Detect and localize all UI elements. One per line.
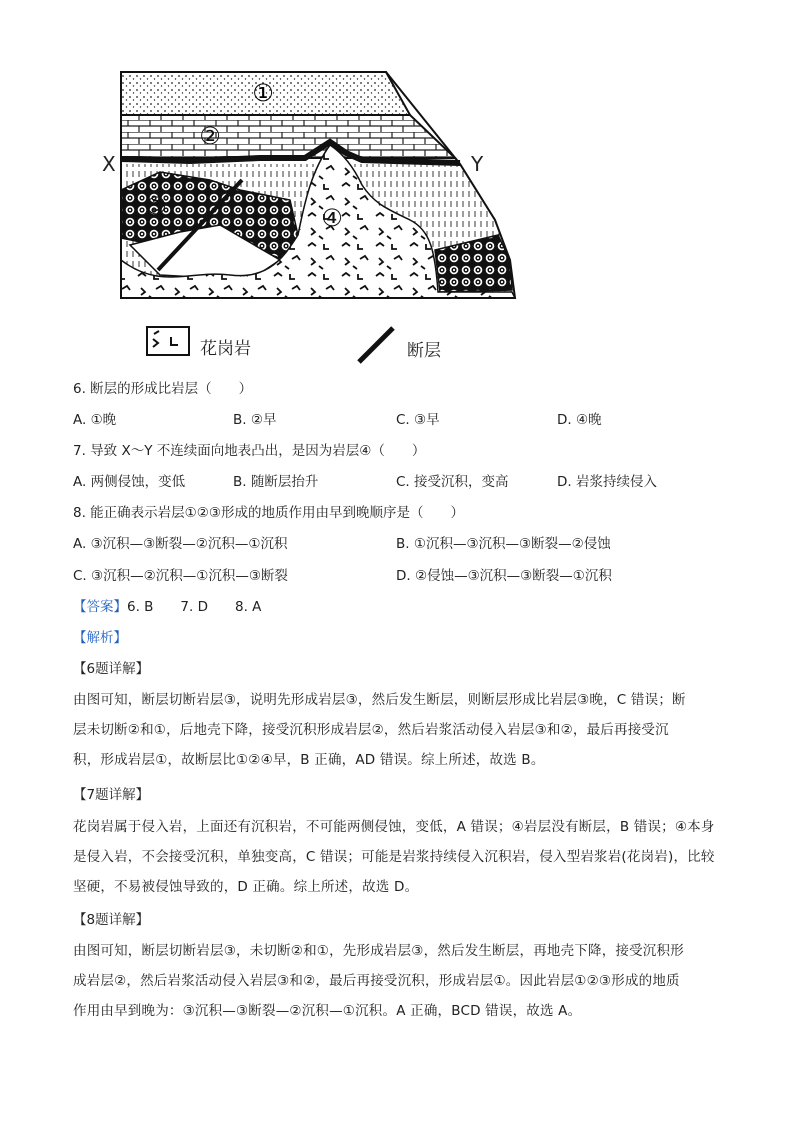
detail-7-tag: 【7题详解】 — [73, 787, 150, 803]
layer-2-limestone — [121, 115, 455, 158]
detail-8-body — [73, 936, 723, 1026]
detail-6-line-2: 层未切断②和①，后地壳下降，接受沉积形成岩层②，然后岩浆活动侵入岩层③和②，最后再接受沉 — [73, 722, 669, 738]
layer-4-label: ④ — [321, 204, 343, 232]
q7-option-b: B. 随断层抬升 — [233, 474, 319, 490]
layer-1-label: ① — [252, 79, 274, 107]
x-marker-label: X — [102, 152, 116, 176]
legend-fault — [355, 322, 515, 366]
answer-text: 6. B 7. D 8. A — [127, 599, 262, 615]
q6-option-b: B. ②早 — [233, 412, 277, 428]
granite-swatch — [146, 326, 190, 356]
detail-6-line-3: 积，形成岩层①，故断层比①②④早，B 正确，AD 错误。综上所述，故选 B。 — [73, 752, 545, 768]
detail-7-line-1: 花岗岩属于侵入岩，上面还有沉积岩，不可能两侧侵蚀，变低，A 错误；④岩层没有断层，B 错误；④本身 — [73, 819, 715, 835]
q6-option-c: C. ③早 — [396, 412, 440, 428]
layer-3-label: ③ — [145, 192, 167, 220]
y-marker-label: Y — [471, 152, 484, 176]
detail-7-body — [73, 812, 723, 902]
q8-option-a: A. ③沉积—③断裂—②沉积—①沉积 — [73, 536, 288, 552]
legend-granite — [146, 322, 306, 366]
detail-6-tag: 【6题详解】 — [73, 661, 150, 677]
q7-option-c: C. 接受沉积，变高 — [396, 474, 509, 490]
detail-6-line-1: 由图可知，断层切断岩层③，说明先形成岩层③，然后发生断层，则断层形成比岩层③晚，C 错误；断 — [73, 692, 686, 708]
question-8-stem: 8. 能正确表示岩层①②③形成的地质作用由早到晚顺序是（ ） — [73, 505, 464, 521]
question-7-stem: 7. 导致 X～Y 不连续面向地表凸出，是因为岩层④（ ） — [73, 443, 426, 459]
q6-option-d: D. ④晚 — [557, 412, 602, 428]
answer-tag: 【答案】 — [73, 599, 127, 615]
answer-line — [73, 597, 261, 617]
fault-swatch — [355, 322, 399, 366]
q7-option-a: A. 两侧侵蚀，变低 — [73, 474, 186, 490]
q8-option-b: B. ①沉积—③沉积—③断裂—②侵蚀 — [396, 536, 611, 552]
q8-option-d: D. ②侵蚀—③沉积—③断裂—①沉积 — [396, 568, 612, 584]
detail-8-line-1: 由图可知，断层切断岩层③，未切断②和①，先形成岩层③，然后发生断层，再地壳下降，接受沉积形 — [73, 943, 684, 959]
legend-fault-label: 断层 — [407, 341, 441, 361]
detail-8-line-3: 作用由早到晚为：③沉积—③断裂—②沉积—①沉积。A 正确，BCD 错误，故选 A。 — [73, 1003, 582, 1019]
detail-7-line-3: 坚硬，不易被侵蚀导致的，D 正确。综上所述，故选 D。 — [73, 879, 419, 895]
layer-2-label: ② — [199, 122, 221, 150]
detail-8-tag: 【8题详解】 — [73, 912, 150, 928]
cross-section-block — [121, 72, 515, 298]
q6-option-a: A. ①晚 — [73, 412, 117, 428]
detail-7-line-2: 是侵入岩，不会接受沉积，单独变高，C 错误；可能是岩浆持续侵入沉积岩，侵入型岩浆岩(花岗岩)，比较 — [73, 849, 715, 865]
geology-cross-section-figure — [100, 60, 530, 310]
analysis-tag: 【解析】 — [73, 630, 127, 646]
q7-option-d: D. 岩浆持续侵入 — [557, 474, 657, 490]
legend-granite-label: 花岗岩 — [200, 339, 251, 359]
q8-option-c: C. ③沉积—②沉积—①沉积—③断裂 — [73, 568, 288, 584]
detail-6-body — [73, 685, 723, 775]
question-6-stem: 6. 断层的形成比岩层（ ） — [73, 381, 253, 397]
detail-8-line-2: 成岩层②，然后岩浆活动侵入岩层③和②，最后再接受沉积，形成岩层①。因此岩层①②③形成的地质 — [73, 973, 680, 989]
